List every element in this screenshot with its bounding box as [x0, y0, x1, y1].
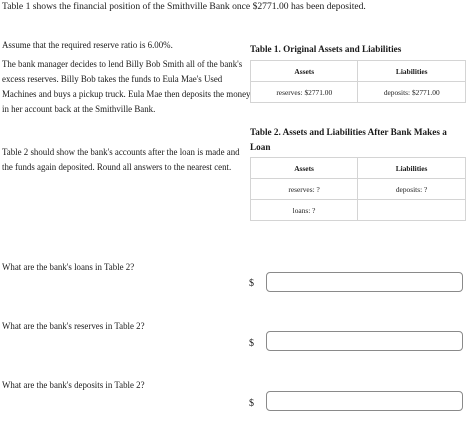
- reserve-ratio-text: Assume that the required reserve ratio is 6.00%.: [2, 40, 173, 50]
- currency-label: $: [249, 398, 254, 409]
- loans-answer-input[interactable]: [266, 272, 463, 292]
- table-cell: reserves: ?: [251, 179, 358, 200]
- table2-title: Table 2. Assets and Liabilities After Bank Makes a Loan: [250, 127, 447, 152]
- table-cell: loans: ?: [251, 200, 358, 221]
- table-cell: deposits: ?: [358, 179, 466, 200]
- table1: [250, 60, 466, 103]
- intro-text: Table 1 shows the financial position of the Smithville Bank once $2771.00 has been deposited.: [2, 1, 366, 12]
- table2: [250, 157, 466, 221]
- instructions-text: Table 2 should show the bank's accounts after the loan is made and the funds again deposited. Round all answers to the nearest cent.: [2, 147, 240, 172]
- question-deposits: What are the bank's deposits in Table 2?: [2, 380, 145, 390]
- table-header-assets: Assets: [251, 61, 358, 82]
- table1-title: Table 1. Original Assets and Liabilities: [250, 44, 402, 54]
- table-row: [251, 82, 466, 103]
- table-cell: [358, 200, 466, 221]
- table-header-assets: Assets: [251, 158, 358, 179]
- reserves-answer-input[interactable]: [266, 331, 463, 351]
- table-row: [251, 179, 466, 200]
- table-row: [251, 200, 466, 221]
- table-header-liabilities: Liabilities: [358, 158, 466, 179]
- currency-label: $: [249, 278, 254, 289]
- question-loans: What are the bank's loans in Table 2?: [2, 262, 135, 272]
- deposits-answer-input[interactable]: [266, 391, 463, 411]
- table-header-row: [251, 61, 466, 82]
- table-cell: deposits: $2771.00: [358, 82, 466, 103]
- table-header-liabilities: Liabilities: [358, 61, 466, 82]
- table-cell: reserves: $2771.00: [251, 82, 358, 103]
- question-reserves: What are the bank's reserves in Table 2?: [2, 321, 145, 331]
- table-header-row: [251, 158, 466, 179]
- currency-label: $: [249, 338, 254, 349]
- loan-scenario-text: The bank manager decides to lend Billy Bob Smith all of the bank's excess reserves. Billy Bob takes the funds to Eula Mae's Used Machines and buys a pickup truck. Eula Mae then deposits the money in her account back at the Smithville Bank.: [2, 59, 251, 114]
